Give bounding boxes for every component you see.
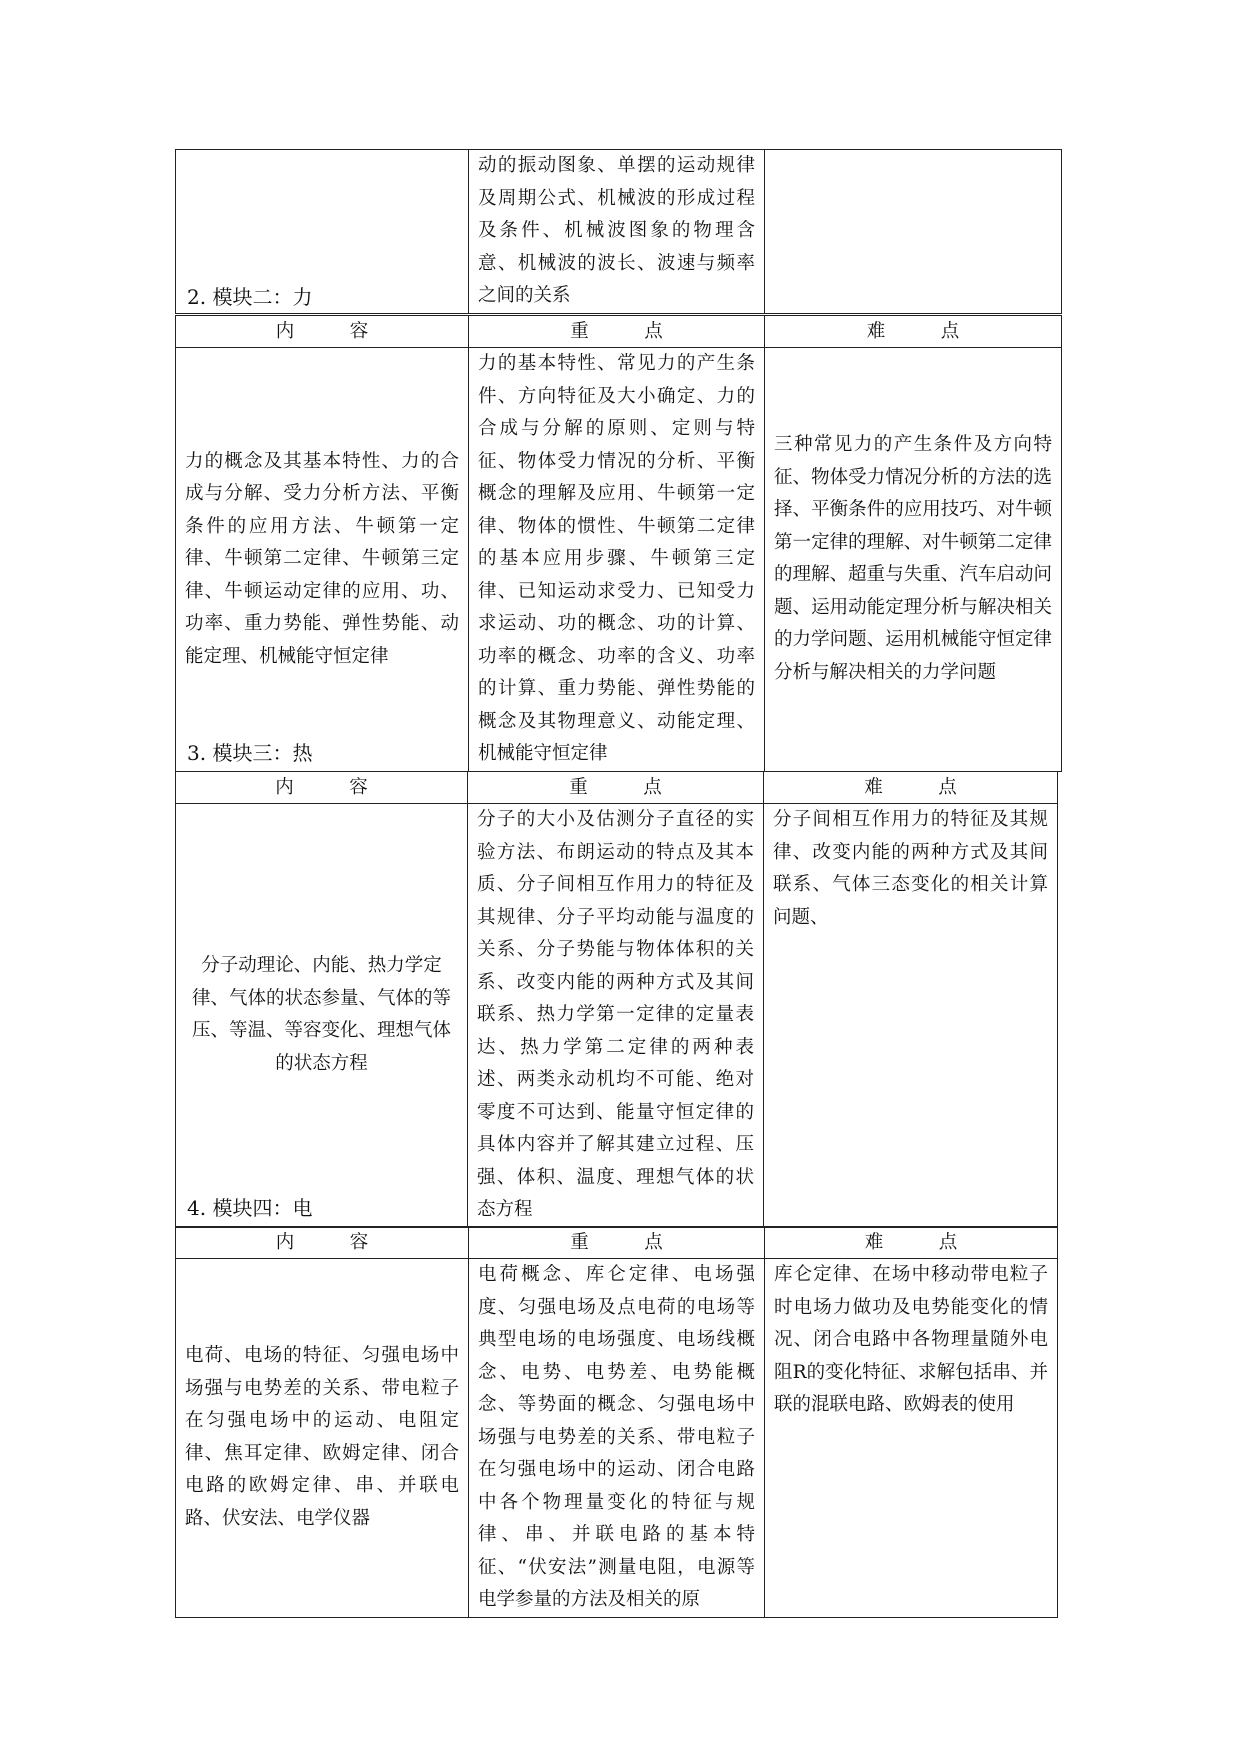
- content-text: 分子动理论、内能、热力学定律、气体的状态参量、气体的等压、等温、等容变化、理想气体的状态方程: [191, 955, 451, 1074]
- table-header-row: [176, 316, 1062, 348]
- content-text: 力的概念及其基本特性、力的合成与分解、受力分析方法、平衡条件的应用方法、牛顿第一定律、牛顿第二定律、牛顿第三定律、牛顿运动定律的应用、功、功率、重力势能、弹性势能、动能定理、机械能守恒定律: [185, 450, 459, 667]
- table-row: [176, 348, 1062, 772]
- header-content: 内 容: [176, 316, 469, 348]
- header-difficulties: 难 点: [765, 316, 1062, 348]
- table-row: [176, 1259, 1058, 1618]
- key-points-cell: [469, 1259, 765, 1618]
- difficulty-cell: [764, 804, 1058, 1228]
- header-difficulties: 难 点: [765, 1227, 1058, 1259]
- table-header-row: [176, 1227, 1058, 1259]
- difficulty-cell: [765, 150, 1062, 314]
- content-cell: [176, 348, 469, 772]
- content-cell: [176, 804, 468, 1228]
- table-module-3: [175, 771, 1058, 1228]
- header-key-points: 重 点: [468, 772, 764, 804]
- header-content: 内 容: [176, 772, 468, 804]
- key-points-cell: [468, 804, 764, 1228]
- table-module-2: [175, 315, 1062, 772]
- section-title-module-3: 3. 模块三：热: [187, 741, 313, 765]
- section-title-module-2: 2. 模块二：力: [187, 285, 313, 309]
- content-text: 电荷、电场的特征、匀强电场中场强与电势差的关系、带电粒子在匀强电场中的运动、电阻定律、焦耳定律、欧姆定律、闭合电路的欧姆定律、串、并联电路、伏安法、电学仪器: [185, 1345, 459, 1529]
- difficulty-text: 三种常见力的产生条件及方向特征、物体受力情况分析的方法的选择、平衡条件的应用技巧、对牛顿第一定律的理解、对牛顿第二定律的理解、超重与失重、汽车启动问题、运用动能定理分析与解决相关的力学问题、运用机械能守恒定律分析与解决相关的力学问题: [774, 434, 1052, 683]
- key-points-text: 分子的大小及估测分子直径的实验方法、布朗运动的特点及其本质、分子间相互作用力的特征及其规律、分子平均动能与温度的关系、分子势能与物体体积的关系、改变内能的两种方式及其间联系、热力学第一定律的定量表达、热力学第二定律的两种表述、两类永动机均不可能、绝对零度不可达到、能量守恒定律的具体内容并了解其建立过程、压强、体积、温度、理想气体的状态方程: [477, 809, 754, 1220]
- key-points-text: 电荷概念、库仑定律、电场强度、匀强电场及点电荷的电场等典型电场的电场强度、电场线概念、电势、电势差、电势能概念、等势面的概念、匀强电场中场强与电势差的关系、带电粒子在匀强电场中的运动、闭合电路中各个物理量变化的特征与规律、串、并联电路的基本特征、“伏安法”测量电阻，电源等电学参量的方法及相关的原: [478, 1264, 755, 1610]
- table-row: [176, 804, 1058, 1228]
- difficulty-cell: [765, 348, 1062, 772]
- difficulty-cell: [765, 1259, 1058, 1618]
- key-points-text: 动的振动图象、单摆的运动规律及周期公式、机械波的形成过程及条件、机械波图象的物理含意、机械波的波长、波速与频率之间的关系: [478, 155, 755, 306]
- header-key-points: 重 点: [469, 1227, 765, 1259]
- header-difficulties: 难 点: [764, 772, 1058, 804]
- header-key-points: 重 点: [469, 316, 765, 348]
- key-points-cell: [469, 150, 765, 314]
- content-cell: [176, 1259, 469, 1618]
- table-header-row: [176, 772, 1058, 804]
- key-points-cell: [469, 348, 765, 772]
- difficulty-text: 分子间相互作用力的特征及其规律、改变内能的两种方式及其间联系、气体三态变化的相关计算问题、: [773, 809, 1048, 928]
- section-title-module-4: 4. 模块四：电: [187, 1196, 313, 1220]
- header-content: 内 容: [176, 1227, 469, 1259]
- difficulty-text: 库仑定律、在场中移动带电粒子时电场力做功及电势能变化的情况、闭合电路中各物理量随外电阻R的变化特征、求解包括串、并联的混联电路、欧姆表的使用: [774, 1264, 1048, 1415]
- table-module-4: [175, 1226, 1058, 1618]
- key-points-text: 力的基本特性、常见力的产生条件、方向特征及大小确定、力的合成与分解的原则、定则与特征、物体受力情况的分析、平衡概念的理解及应用、牛顿第一定律、物体的惯性、牛顿第二定律的基本应用步骤、牛顿第三定律、已知运动求受力、已知受力求运动、功的概念、功的计算、功率的概念、功率的含义、功率的计算、重力势能、弹性势能的概念及其物理意义、动能定理、机械能守恒定律: [478, 353, 755, 764]
